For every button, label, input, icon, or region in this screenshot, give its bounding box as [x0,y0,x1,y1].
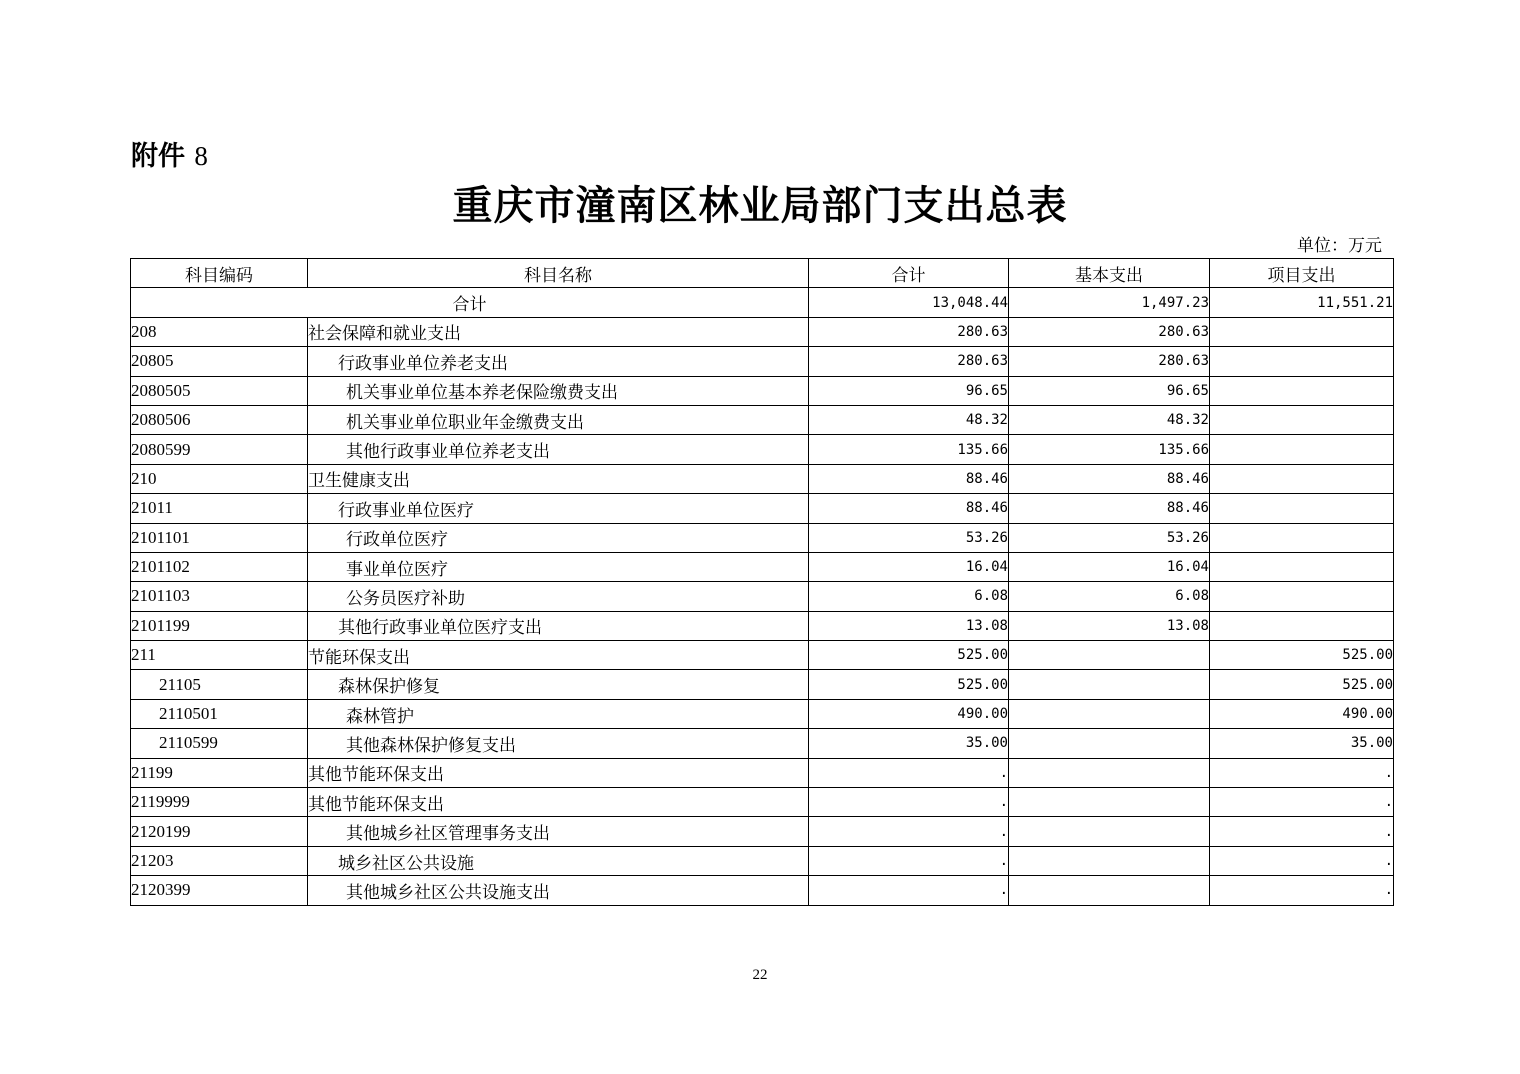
row-project [1210,405,1394,434]
row-total: 53.26 [809,523,1009,552]
row-code: 210 [131,464,308,493]
row-name: 节能环保支出 [308,641,809,670]
row-basic [1009,699,1210,728]
row-code: 2101101 [131,523,308,552]
row-total: . [809,876,1009,905]
row-project: 490.00 [1210,699,1394,728]
row-name: 其他城乡社区公共设施支出 [308,876,809,905]
unit-label: 单位：万元 [1297,236,1382,256]
row-code: 21105 [131,670,308,699]
row-project [1210,435,1394,464]
row-basic: 96.65 [1009,376,1210,405]
row-name: 其他森林保护修复支出 [308,729,809,758]
row-code: 21203 [131,846,308,875]
row-name: 其他行政事业单位养老支出 [308,435,809,464]
table-row [131,758,1394,787]
row-basic: 6.08 [1009,582,1210,611]
row-name: 森林保护修复 [308,670,809,699]
row-basic: 88.46 [1009,464,1210,493]
table-row [131,582,1394,611]
total-amount: 13,048.44 [809,288,1009,317]
row-basic: 16.04 [1009,552,1210,581]
header-name: 科目名称 [308,259,809,288]
row-project [1210,552,1394,581]
row-total: . [809,846,1009,875]
table-row [131,729,1394,758]
header-basic: 基本支出 [1009,259,1210,288]
row-name: 机关事业单位职业年金缴费支出 [308,405,809,434]
table-row [131,670,1394,699]
header-code: 科目编码 [131,259,308,288]
attachment-label [131,134,208,173]
row-code: 20805 [131,347,308,376]
row-total: 96.65 [809,376,1009,405]
row-project: 525.00 [1210,641,1394,670]
row-code: 2120399 [131,876,308,905]
attachment-number: 8 [194,141,208,171]
row-total: 16.04 [809,552,1009,581]
total-project: 11,551.21 [1210,288,1394,317]
row-name: 公务员医疗补助 [308,582,809,611]
row-code: 2080505 [131,376,308,405]
table-row [131,846,1394,875]
row-basic: 48.32 [1009,405,1210,434]
total-row [131,288,1394,317]
row-code: 211 [131,641,308,670]
table-row [131,552,1394,581]
row-name: 事业单位医疗 [308,552,809,581]
row-basic: 53.26 [1009,523,1210,552]
row-total: 280.63 [809,317,1009,346]
table-row [131,317,1394,346]
row-project [1210,611,1394,640]
table-row [131,494,1394,523]
row-project [1210,317,1394,346]
expenditure-table [130,258,1394,906]
row-code: 2101102 [131,552,308,581]
table-row [131,464,1394,493]
row-basic [1009,876,1210,905]
row-total: 490.00 [809,699,1009,728]
row-code: 21199 [131,758,308,787]
row-code: 21011 [131,494,308,523]
row-project [1210,347,1394,376]
row-code: 2080599 [131,435,308,464]
row-project: . [1210,788,1394,817]
header-total: 合计 [809,259,1009,288]
table-row [131,347,1394,376]
total-label: 合计 [131,288,809,317]
row-basic [1009,817,1210,846]
row-project: . [1210,846,1394,875]
row-total: 48.32 [809,405,1009,434]
row-code: 2120199 [131,817,308,846]
row-code: 208 [131,317,308,346]
row-name: 卫生健康支出 [308,464,809,493]
table-row [131,523,1394,552]
row-name: 其他城乡社区管理事务支出 [308,817,809,846]
row-total: . [809,758,1009,787]
row-basic [1009,729,1210,758]
row-code: 2110599 [131,729,308,758]
header-project: 项目支出 [1210,259,1394,288]
row-name: 森林管护 [308,699,809,728]
row-name: 其他节能环保支出 [308,788,809,817]
row-project: . [1210,817,1394,846]
row-code: 2101199 [131,611,308,640]
row-basic: 280.63 [1009,317,1210,346]
row-basic [1009,758,1210,787]
row-total: 6.08 [809,582,1009,611]
row-basic: 280.63 [1009,347,1210,376]
page-title: 重庆市潼南区林业局部门支出总表 [452,182,1068,229]
row-name: 行政事业单位养老支出 [308,347,809,376]
page-number: 22 [752,967,768,983]
row-code: 2101103 [131,582,308,611]
row-code: 2119999 [131,788,308,817]
row-name: 行政事业单位医疗 [308,494,809,523]
table-row [131,405,1394,434]
row-name: 城乡社区公共设施 [308,846,809,875]
row-name: 社会保障和就业支出 [308,317,809,346]
row-total: 135.66 [809,435,1009,464]
row-basic: 13.08 [1009,611,1210,640]
row-basic [1009,641,1210,670]
row-basic [1009,788,1210,817]
table-row [131,611,1394,640]
row-code: 2110501 [131,699,308,728]
row-total: 88.46 [809,494,1009,523]
row-total: 35.00 [809,729,1009,758]
row-basic [1009,846,1210,875]
row-total: . [809,788,1009,817]
table-row [131,641,1394,670]
table-row [131,435,1394,464]
row-total: 13.08 [809,611,1009,640]
row-project [1210,376,1394,405]
row-name: 机关事业单位基本养老保险缴费支出 [308,376,809,405]
row-total: 525.00 [809,641,1009,670]
row-project [1210,582,1394,611]
row-project [1210,464,1394,493]
row-basic: 88.46 [1009,494,1210,523]
row-basic [1009,670,1210,699]
table-row [131,376,1394,405]
row-total: 88.46 [809,464,1009,493]
row-project: . [1210,876,1394,905]
table-row [131,876,1394,905]
attachment-text: 附件 [131,141,185,172]
row-name: 其他节能环保支出 [308,758,809,787]
table-row [131,699,1394,728]
row-project: 525.00 [1210,670,1394,699]
row-project [1210,494,1394,523]
total-basic: 1,497.23 [1009,288,1210,317]
row-project: 35.00 [1210,729,1394,758]
table-row [131,817,1394,846]
row-total: 525.00 [809,670,1009,699]
row-total: . [809,817,1009,846]
table-row [131,788,1394,817]
row-code: 2080506 [131,405,308,434]
row-name: 行政单位医疗 [308,523,809,552]
row-project: . [1210,758,1394,787]
header-row [131,259,1394,288]
row-project [1210,523,1394,552]
row-total: 280.63 [809,347,1009,376]
row-name: 其他行政事业单位医疗支出 [308,611,809,640]
row-basic: 135.66 [1009,435,1210,464]
